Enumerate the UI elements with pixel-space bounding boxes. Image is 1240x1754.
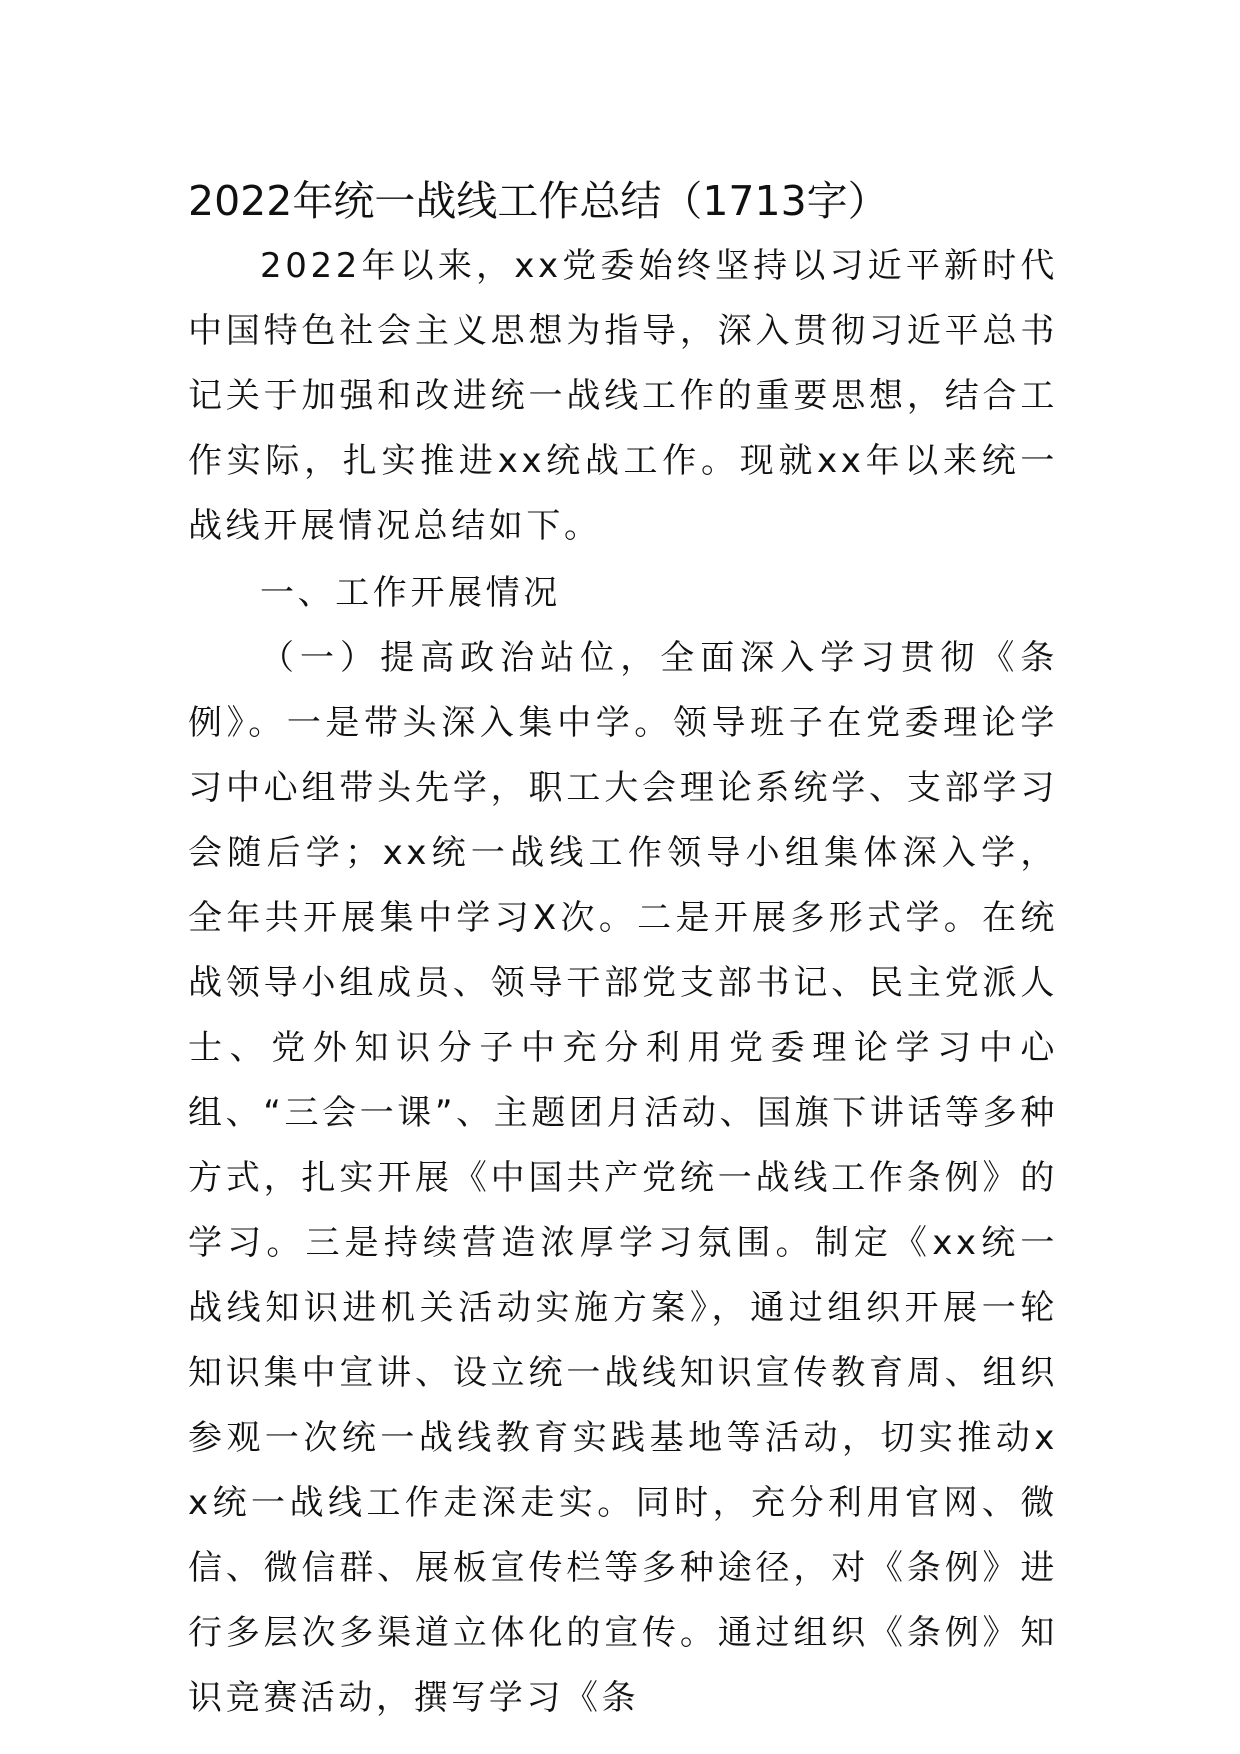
intro-paragraph: 2022年以来，xx党委始终坚持以习近平新时代中国特色社会主义思想为指导，深入贯彻习近平总书记关于加强和改进统一战线工作的重要思想，结合工作实际，扎实推进xx统战工作。现就xx年以来统一战线开展情况总结如下。: [188, 246, 1058, 546]
subsection-paragraph: （一）提高政治站位，全面深入学习贯彻《条例》。一是带头深入集中学。领导班子在党委理论学习中心组带头先学，职工大会理论系统学、支部学习会随后学；xx统一战线工作领导小组集体深入学，全年共开展集中学习X次。二是开展多形式学。在统战领导小组成员、领导干部党支部书记、民主党派人士、党外知识分子中充分利用党委理论学习中心组、“三会一课”、主题团月活动、国旗下讲话等多种方式，扎实开展《中国共产党统一战线工作条例》的学习。三是持续营造浓厚学习氛围。制定《xx统一战线知识进机关活动实施方案》，通过组织开展一轮知识集中宣讲、设立统一战线知识宣传教育周、组织参观一次统一战线教育实践基地等活动，切实推动xx统一战线工作走深走实。同时，充分利用官网、微信、微信群、展板宣传栏等多种途径，对《条例》进行多层次多渠道立体化的宣传。通过组织《条例》知识竞赛活动，撰写学习《条: [188, 638, 1058, 1718]
section-heading: 一、工作开展情况: [260, 573, 561, 613]
document-page: [188, 168, 1058, 1731]
document-title: 2022年统一战线工作总结（1713字）: [188, 177, 889, 225]
